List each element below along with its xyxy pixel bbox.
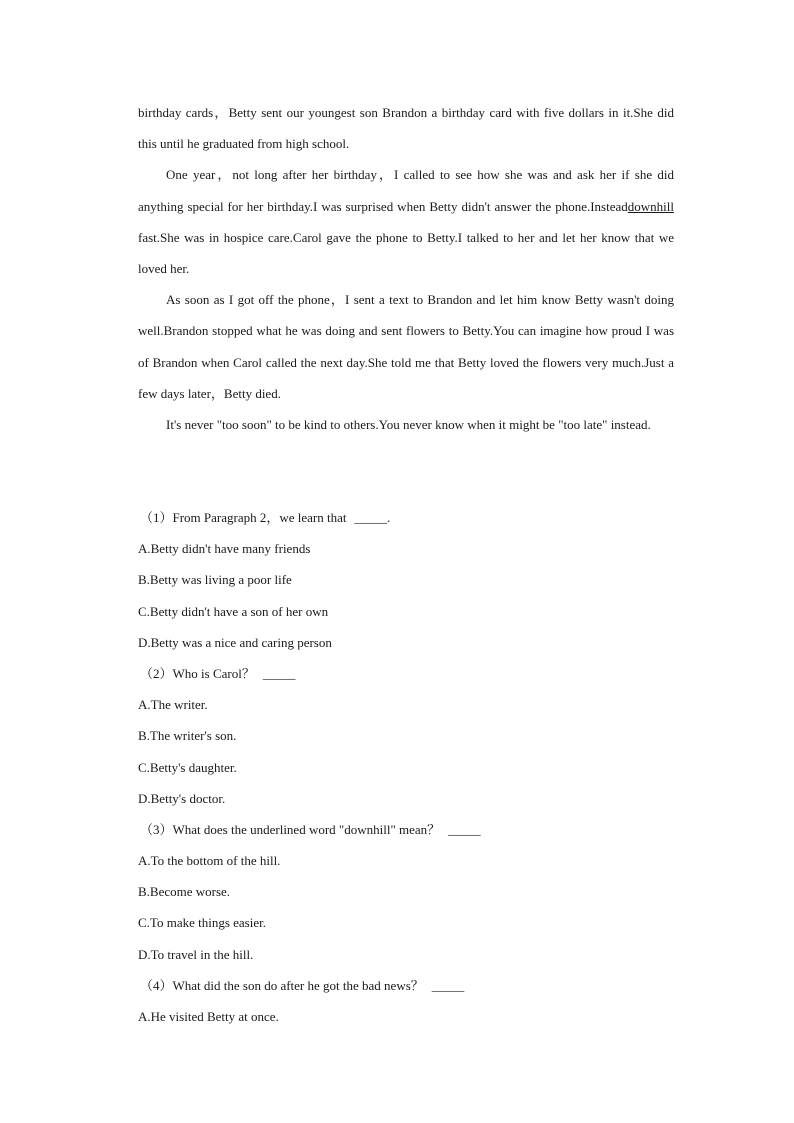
question-1: [138, 502, 674, 533]
answer-blank: _____: [262, 665, 296, 681]
question-list: [138, 502, 674, 1032]
question-3: [138, 814, 674, 845]
question-2: [138, 658, 674, 689]
paragraph-2-end: fast.She was in hospice care.Carol gave the phone to Betty.I talked to her and let her know that we loved her.: [138, 229, 674, 277]
question-stem: （2）Who is Carol？: [140, 665, 255, 681]
option-3d: D.To travel in the hill.: [138, 946, 254, 962]
paragraph-2: [138, 159, 674, 284]
option-1c: C.Betty didn't have a son of her own: [138, 603, 329, 619]
answer-blank: _____: [448, 821, 481, 837]
option-3a: A.To the bottom of the hill.: [138, 853, 281, 869]
option-4a: A.He visited Betty at once.: [138, 1009, 279, 1024]
question-stem: （1）From Paragraph 2，we learn that: [140, 510, 347, 525]
option-1b: B.Betty was living a poor life: [138, 572, 292, 588]
answer-blank: _____.: [354, 510, 391, 525]
option-2b: B.The writer's son.: [138, 728, 237, 744]
question-stem: （3）What does the underlined word "downhill" mean？: [140, 821, 441, 837]
reading-passage: [138, 97, 674, 440]
answer-blank: _____: [431, 977, 465, 993]
option-1a: A.Betty didn't have many friends: [138, 541, 311, 557]
option-2c: C.Betty's daughter.: [138, 759, 237, 775]
paragraph-2-start: One year，not long after her birthday，I called to see how she was and ask her if she did anything special for her birthday.I was surprised when Betty didn't answer the phone.Instead: [138, 167, 674, 214]
underlined-word: downhill: [627, 198, 674, 214]
paragraph-4: It's never "too soon" to be kind to others.You never know when it might be "too late" instead.: [166, 417, 651, 433]
paragraph-1: birthday cards，Betty sent our youngest son Brandon a birthday card with five dollars in it.She did this until he graduated from high school.: [138, 105, 674, 152]
option-3c: C.To make things easier.: [138, 915, 266, 931]
option-1d: D.Betty was a nice and caring person: [138, 634, 332, 650]
paragraph-3: As soon as I got off the phone，I sent a text to Brandon and let him know Betty wasn't doing well.Brandon stopped what he was doing and sent flowers to Betty.You can imagine how proud I was of Brandon when Carol called the next day.She told me that Betty loved the flowers very much.Just a few days later，Betty died.: [138, 292, 674, 401]
option-3b: B.Become worse.: [138, 884, 231, 900]
question-4: [138, 970, 674, 1001]
option-2d: D.Betty's doctor.: [138, 790, 226, 806]
option-2a: A.The writer.: [138, 697, 208, 713]
question-stem: （4）What did the son do after he got the bad news？: [140, 977, 424, 993]
